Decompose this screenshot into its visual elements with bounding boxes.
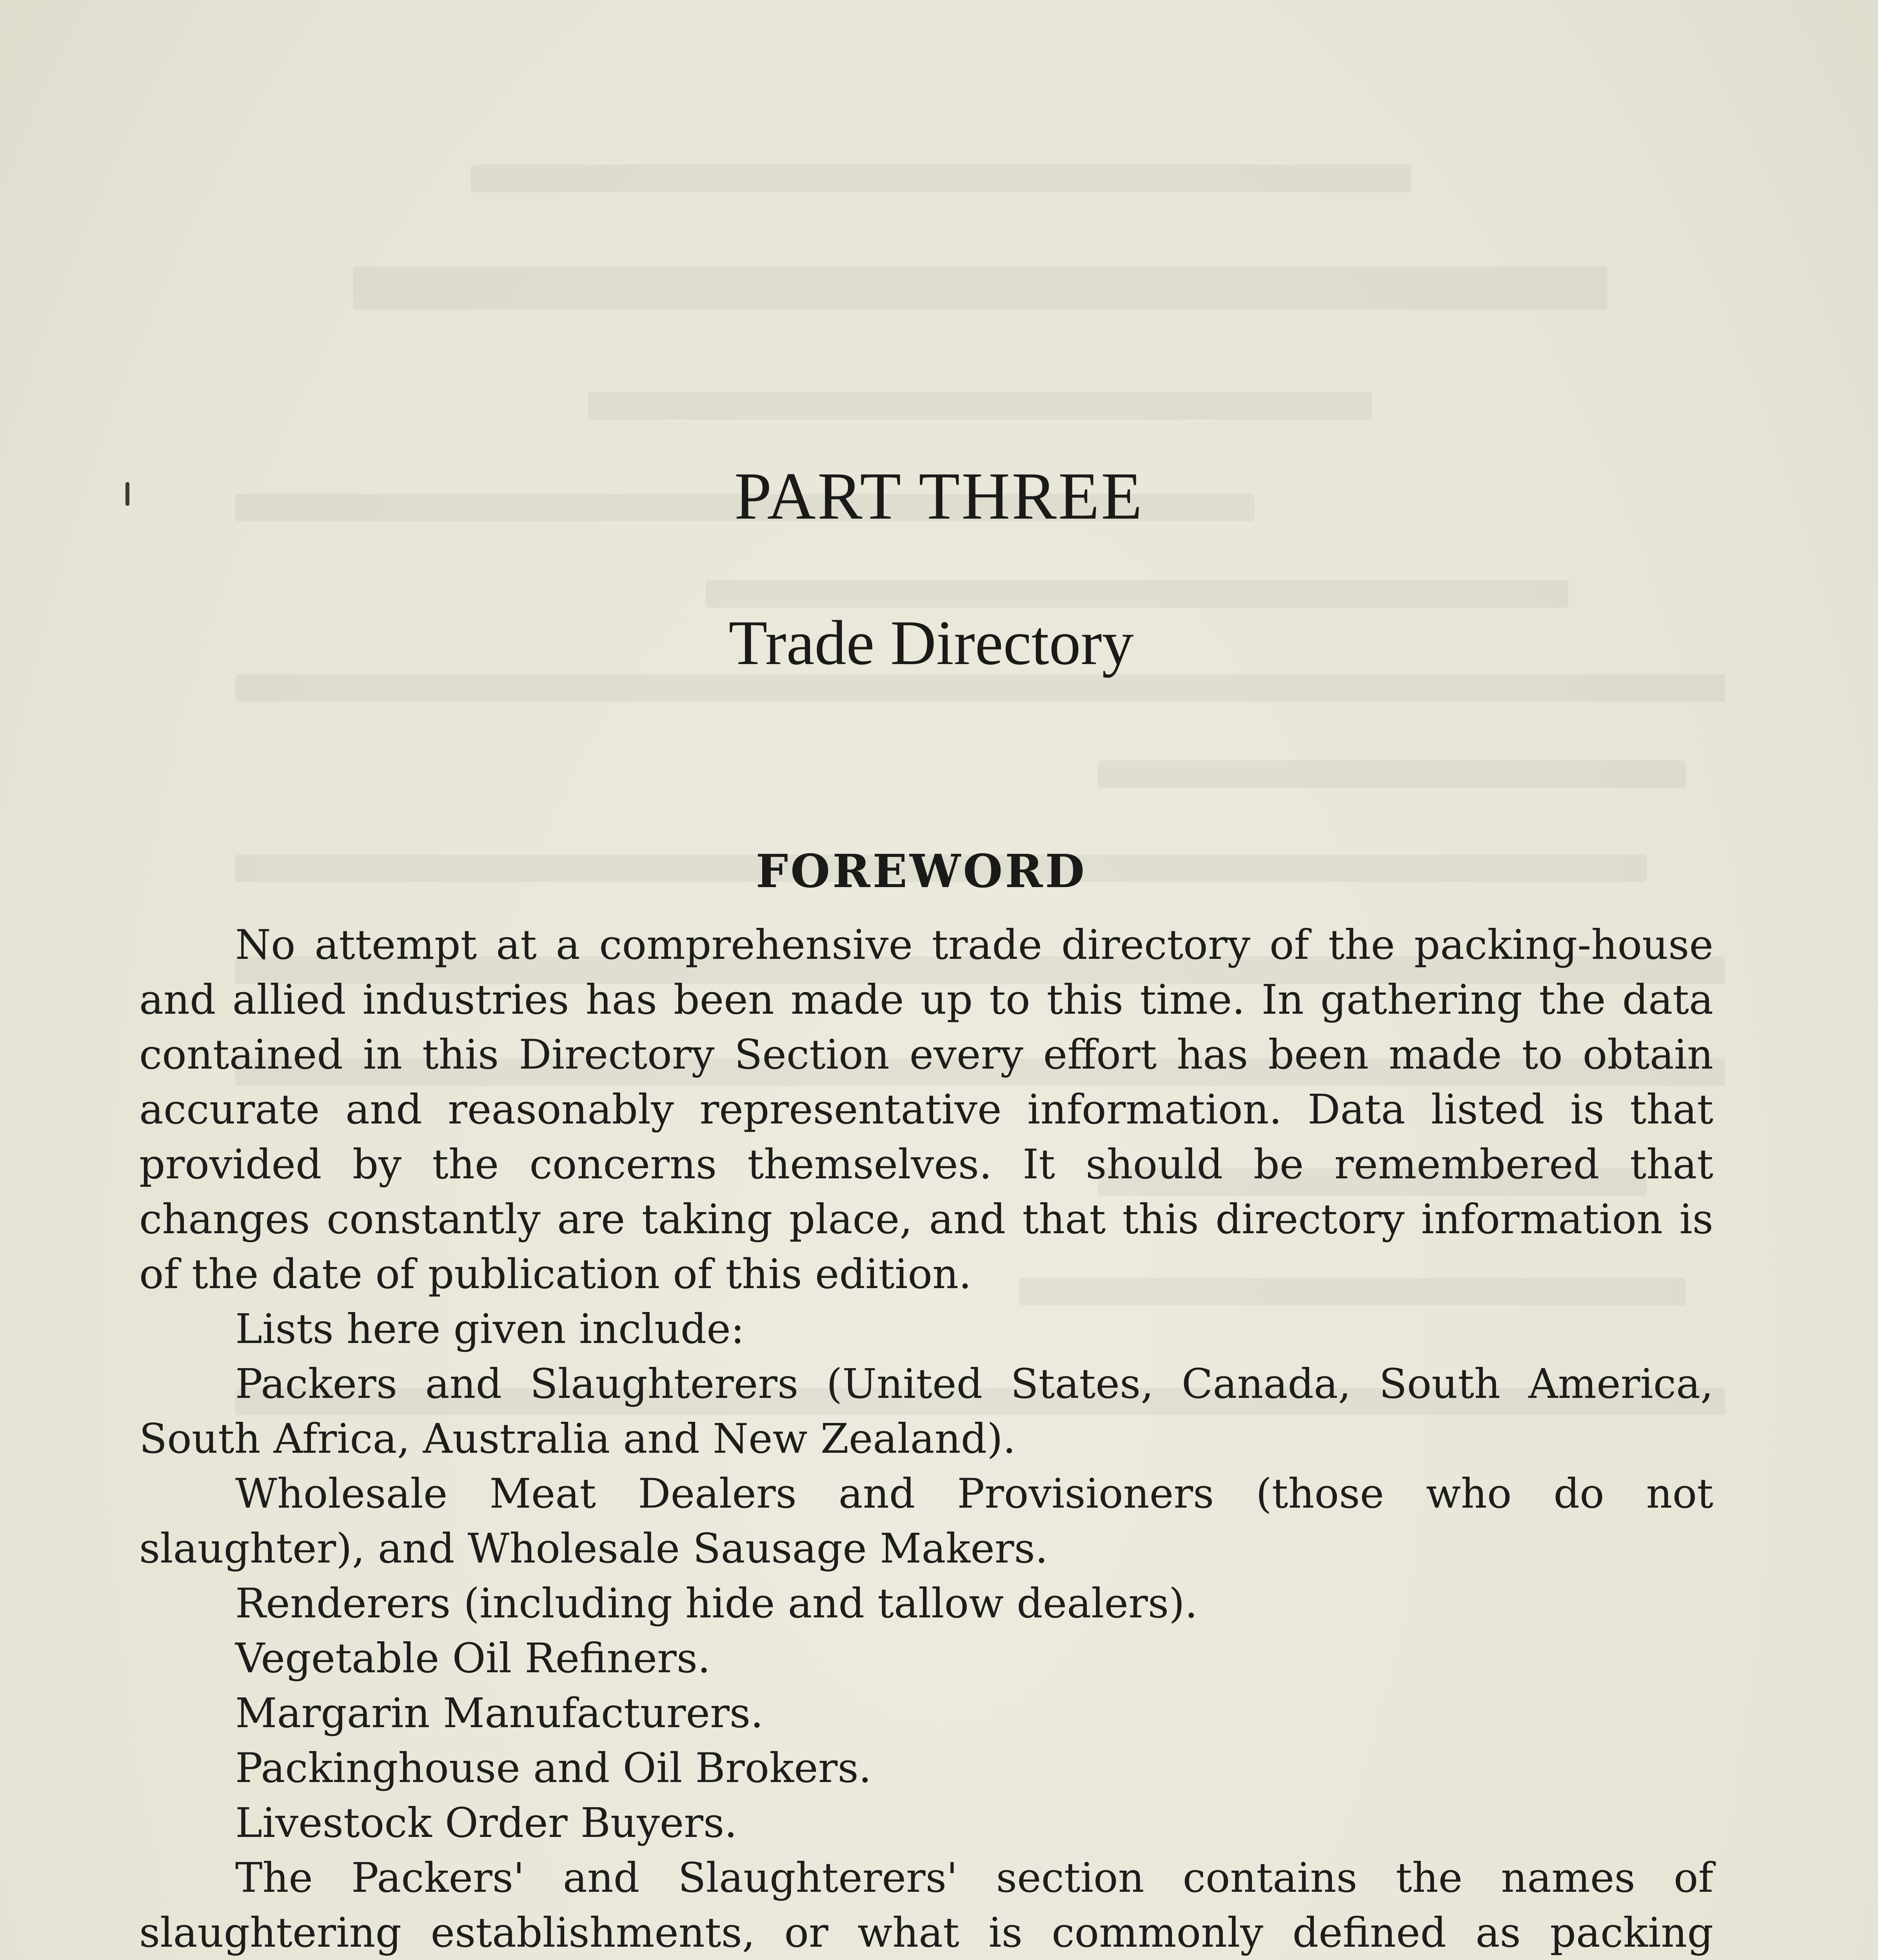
ink-speck — [125, 482, 129, 506]
section-title: Trade Directory — [728, 608, 1134, 678]
list-item: Vegetable Oil Refiners. — [235, 1634, 711, 1682]
foreword-paragraph: The Packers' and Slaughterers' section contains the names of slaughtering establishments, or what is commonly defined as packing — [139, 1854, 1713, 1956]
list-item: Livestock Order Buyers. — [235, 1799, 737, 1847]
list-item: Wholesale Meat Dealers and Provisioners (those who do not slaughter), and Wholesale Sausage Makers. — [139, 1470, 1713, 1572]
foreword-paragraph: Lists here given include: — [235, 1305, 745, 1353]
foreword-body — [139, 917, 1713, 1960]
foreword-heading: FOREWORD — [756, 845, 1087, 898]
list-item: Packers and Slaughterers (United States, Canada, South America, South Africa, Australia and New Zealand). — [139, 1360, 1713, 1463]
list-item: Margarin Manufacturers. — [235, 1689, 764, 1737]
list-item: Renderers (including hide and tallow dealers). — [235, 1579, 1198, 1627]
part-title: PART THREE — [734, 459, 1144, 534]
foreword-paragraph: No attempt at a comprehensive trade directory of the packing-house and allied industries has been made up to this time. In gathering the data contained in this Directory Section every effort has been made to obtain accurate and reasonably representative information. Data listed is that provided by the concerns themselves. It should be remembered that changes constantly are taking place, and that this directory information is of the date of publication of this edition. — [139, 921, 1713, 1298]
list-item: Packinghouse and Oil Brokers. — [235, 1744, 872, 1792]
